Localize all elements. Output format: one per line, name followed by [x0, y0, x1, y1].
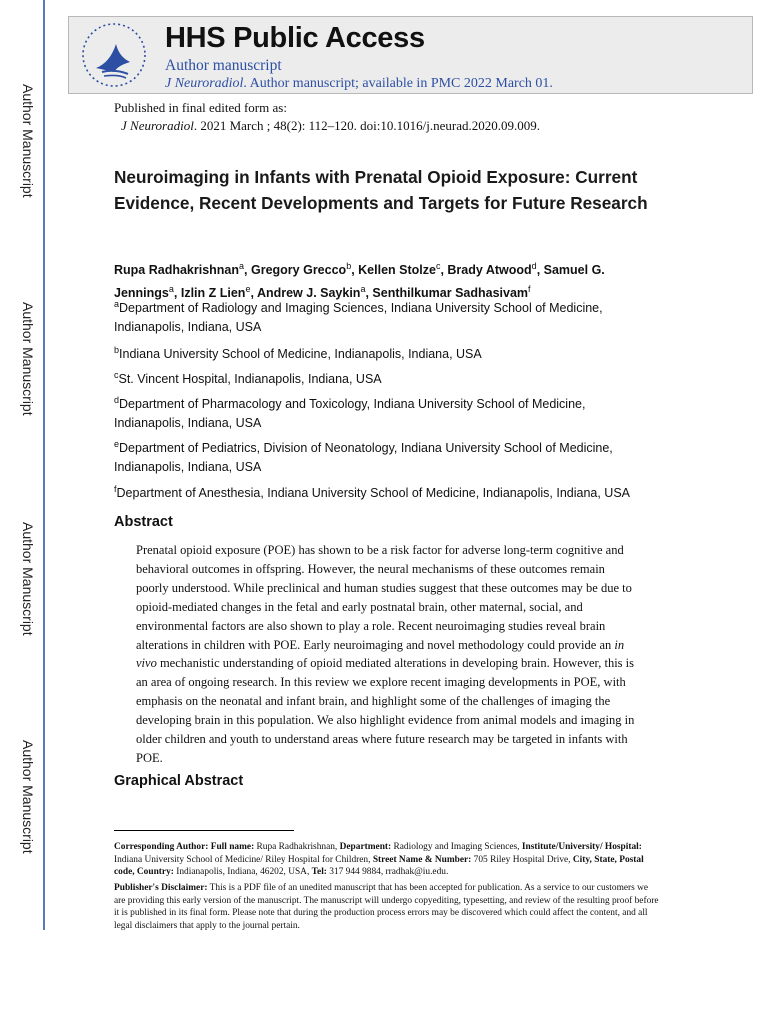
affiliation-text: Department of Radiology and Imaging Sciences, Indiana University School of Medicine, Indianapolis, Indiana, USA	[114, 301, 603, 335]
side-rule	[43, 0, 45, 930]
footnote-text: 705 Riley Hospital Drive,	[471, 854, 573, 865]
affiliation-text: St. Vincent Hospital, Indianapolis, Indiana, USA	[118, 372, 382, 387]
published-citation	[121, 118, 540, 134]
author-sup: b	[346, 261, 352, 271]
affiliation-sup: f	[114, 484, 117, 494]
affiliation-sup: e	[114, 439, 120, 449]
abstract-italic: in vivo	[136, 637, 625, 671]
affiliation-text: Department of Pharmacology and Toxicology, Indiana University School of Medicine, Indianapolis, Indiana, USA	[114, 397, 586, 431]
citation-text: . 2021 March ; 48(2): 112–120. doi:10.1016/j.neurad.2020.09.009.	[193, 118, 540, 133]
footnote-label: Street Name & Number:	[372, 854, 472, 865]
journal-name: J Neuroradiol	[121, 118, 194, 133]
author: Brady Atwood	[447, 263, 532, 278]
footnote-label: Tel:	[311, 867, 327, 878]
footnote-rule	[114, 830, 294, 831]
author-sup: f	[528, 284, 531, 295]
footnote-text: Indianapolis, Indiana, 46202, USA,	[173, 867, 312, 878]
author-sup: a	[168, 284, 174, 295]
header-title: HHS Public Access	[165, 22, 425, 54]
abstract-text: Prenatal opioid exposure (POE) has shown to be a risk factor for adverse long-term cognitive and behavioral outcomes in offspring. However, the neural mechanisms of these outcomes remain poorly understood. While preclinical and human studies suggest that these outcomes may be due to opioid-mediated changes in the fetal and early postnatal brain, other maternal, social, and environmental factors are also shown to play a role. Recent neuroimaging studies reveal brain alterations in children with POE. Early neuroimaging and novel methodology could provide an	[136, 543, 632, 652]
author-sup: e	[245, 284, 251, 295]
side-label: Author Manuscript	[20, 84, 36, 198]
affiliation	[114, 480, 654, 503]
side-label: Author Manuscript	[20, 522, 36, 636]
affiliation-text: Department of Pediatrics, Division of Neonatology, Indiana University School of Medicine, Indianapolis, Indiana, USA	[114, 441, 613, 475]
footnote-text: Radiology and Imaging Sciences,	[391, 842, 522, 852]
affiliation	[114, 391, 654, 433]
paper-title: Neuroimaging in Infants with Prenatal Opioid Exposure: Current Evidence, Recent Developments and Targets for Future Research	[114, 167, 648, 213]
corresponding-author-note	[114, 841, 659, 879]
author: Andrew J. Saykin	[256, 286, 361, 301]
affiliation	[114, 341, 654, 364]
author: Rupa Radhakrishnan	[114, 263, 240, 278]
footnote-label: Department:	[339, 842, 392, 852]
side-label: Author Manuscript	[20, 740, 36, 854]
availability-text: . Author manuscript; available in PMC 2022 March 01.	[243, 76, 553, 91]
affiliation	[114, 366, 654, 389]
abstract-heading: Abstract	[114, 514, 173, 530]
affiliation-sup: c	[114, 370, 119, 380]
author: Samuel G. Jennings	[114, 263, 605, 301]
author-sup: a	[239, 261, 245, 271]
affiliation-sup: d	[114, 395, 120, 405]
footnote-text: Rupa Radhakrishnan,	[254, 842, 340, 852]
abstract-body	[136, 541, 636, 768]
publisher-disclaimer	[114, 882, 659, 932]
header-citation	[165, 76, 553, 92]
author: Kellen Stolze	[358, 263, 436, 278]
side-label: Author Manuscript	[20, 302, 36, 416]
author-sup: c	[435, 261, 441, 271]
abstract-text: mechanistic understanding of opioid mediated alterations in developing brain. However, this is an area of ongoing research. In this review we explore recent imaging developments in POE, with emphasis on the neonatal and infant brain, and highlight some of the challenges of imaging the developing brain in this population. We also highlight evidence from animal models and imaging in older children and youth to understand areas where future research may be targeted in infants with POE.	[136, 656, 635, 765]
disclaimer-label: Publisher's Disclaimer:	[114, 883, 208, 893]
author: Senthilkumar Sadhasivam	[372, 286, 529, 301]
author-sup: a	[360, 284, 366, 295]
footnote-text: Indiana University School of Medicine/ Riley Hospital for Children,	[114, 854, 373, 865]
published-label: Published in final edited form as:	[114, 100, 287, 115]
affiliation	[114, 295, 654, 337]
affiliation	[114, 435, 654, 477]
affiliation-sup: a	[114, 299, 120, 309]
footnote-label: Corresponding Author: Full name:	[114, 842, 255, 852]
footnote-text: 317 944 9884, rradhak@iu.edu.	[326, 867, 449, 878]
footnote-label: Institute/University/ Hospital:	[521, 842, 642, 852]
graphical-abstract-heading: Graphical Abstract	[114, 773, 244, 789]
affiliation-sup: b	[114, 345, 120, 355]
author: Gregory Grecco	[251, 263, 347, 278]
disclaimer-text: This is a PDF file of an unedited manuscript that has been accepted for publication. As a service to our customers we are providing this early version of the manuscript. The manuscript will undergo copyediting, typesetting, and review of the resulting proof before it is published in its final form. Please note that during the production process errors may be discovered which could affect the content, and all legal disclaimers that apply to the journal pertain.	[114, 883, 659, 931]
header-subtitle: Author manuscript	[165, 57, 282, 74]
journal-name: J Neuroradiol	[165, 76, 244, 91]
footnote-label: City, State, Postal code, Country:	[114, 854, 644, 878]
author: Izlin Z Lien	[180, 286, 246, 301]
author-sup: d	[531, 261, 537, 271]
affiliation-text: Department of Anesthesia, Indiana University School of Medicine, Indianapolis, Indiana, USA	[116, 486, 631, 501]
author-list: Rupa Radhakrishnan$^a$, Gregory Grecco$^b$, Kellen Stolze$^c$, Brady Atwood$^d$, Samuel G. Jennings$^a$, Izlin Z Lien$^e$, Andrew J. Saykin$^a$, Senthilkumar Sadhasivam$^f$	[114, 261, 605, 301]
affiliation-text: Indiana University School of Medicine, Indianapolis, Indiana, USA	[119, 347, 482, 362]
hhs-eagle-logo-icon	[74, 20, 154, 90]
